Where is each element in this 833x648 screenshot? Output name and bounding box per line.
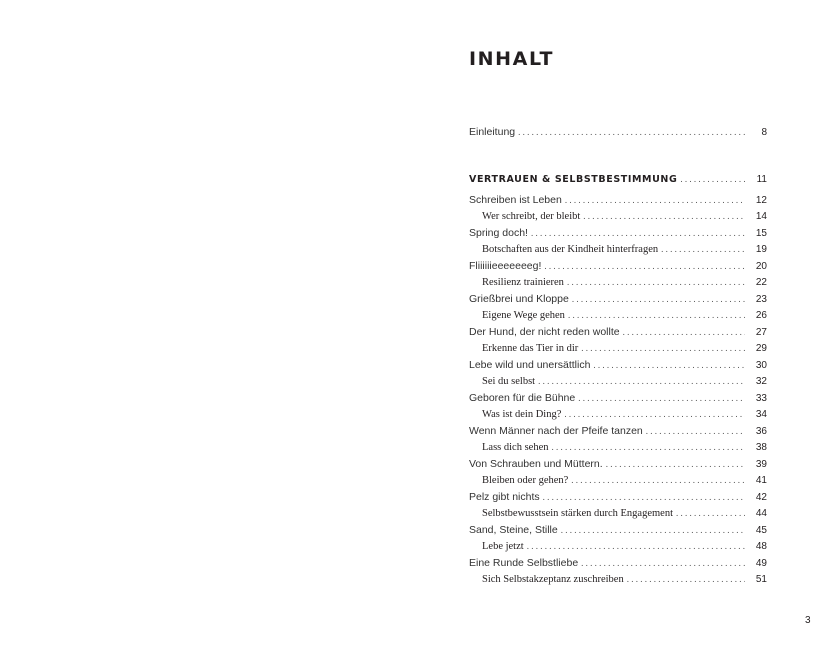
toc-leader-dots <box>538 373 745 389</box>
toc-subentry <box>469 571 767 587</box>
toc-entry-label: Einleitung <box>469 126 516 138</box>
toc-leader-dots <box>572 291 745 307</box>
toc-subentry <box>469 208 767 224</box>
toc-entry <box>469 456 767 472</box>
toc-leader-dots <box>561 522 745 538</box>
toc-page-number: 11 <box>756 174 767 185</box>
toc-page-number: 42 <box>755 491 767 503</box>
toc-entry <box>469 324 767 340</box>
toc-entry <box>469 192 767 208</box>
toc-page-number: 30 <box>755 359 767 371</box>
toc-entry-label: Schreiben ist Leben <box>469 193 562 206</box>
toc-page-number: 32 <box>755 376 767 387</box>
toc-page-number: 36 <box>755 425 767 437</box>
toc-leader-dots <box>564 406 745 422</box>
toc-leader-dots <box>567 274 745 290</box>
toc-leader-dots <box>593 357 745 373</box>
toc-entry <box>469 390 767 406</box>
toc-entry-label: Lebe jetzt <box>482 541 524 552</box>
toc-page-number: 44 <box>755 508 767 519</box>
toc-leader-dots <box>527 538 745 554</box>
toc-subentry <box>469 307 767 323</box>
toc-entry-label: Von Schrauben und Müttern. <box>469 457 603 470</box>
toc-entry-label: Grießbrei und Kloppe <box>469 292 569 305</box>
toc-entry-label: Sand, Steine, Stille <box>469 523 558 536</box>
toc-leader-dots <box>578 390 745 406</box>
toc-entry <box>469 225 767 241</box>
toc-page-number: 41 <box>755 475 767 486</box>
toc-page-number: 34 <box>755 409 767 420</box>
toc-entry <box>469 489 767 505</box>
toc-subentry <box>469 274 767 290</box>
toc-entry-label: Eine Runde Selbstliebe <box>469 556 579 569</box>
toc-entry-intro <box>469 124 767 140</box>
toc-leader-dots <box>531 225 745 241</box>
toc-entry-label: Was ist dein Ding? <box>482 409 562 420</box>
toc-subentry <box>469 538 767 554</box>
toc-page-number: 39 <box>755 458 767 470</box>
toc-page-number: 48 <box>755 541 767 552</box>
toc-page-number: 26 <box>755 310 767 321</box>
toc-entry-label: Sich Selbstakzeptanz zuschreiben <box>482 574 624 585</box>
toc-subentry <box>469 373 767 389</box>
toc-page-number: 23 <box>755 293 767 305</box>
toc-leader-dots <box>661 241 745 257</box>
toc-entry <box>469 258 767 274</box>
toc-leader-dots <box>680 171 745 187</box>
toc-page-number: 12 <box>755 194 767 206</box>
toc-page-number: 22 <box>755 277 767 288</box>
toc-page-number: 15 <box>755 227 767 239</box>
toc-page-number: 45 <box>755 524 767 536</box>
toc-entry-label: Botschaften aus der Kindheit hinterfragen <box>482 244 659 255</box>
toc-section-label: VERTRAUEN & SELBSTBESTIMMUNG <box>469 174 678 185</box>
toc-entry-label: Sei du selbst <box>482 376 536 387</box>
toc-page-number: 38 <box>755 442 767 453</box>
toc-entry <box>469 522 767 538</box>
toc-page-number: 8 <box>761 127 767 138</box>
toc-entry-label: Eigene Wege gehen <box>482 310 565 321</box>
toc-entry <box>469 555 767 571</box>
toc-leader-dots <box>565 192 745 208</box>
toc-page-number: 27 <box>755 326 767 338</box>
toc-entry-label: Erkenne das Tier in dir <box>482 343 579 354</box>
toc-entry-label: Selbstbewusstsein stärken durch Engagement <box>482 508 673 519</box>
toc-subentry <box>469 439 767 455</box>
toc-entry-label: Geboren für die Bühne <box>469 391 576 404</box>
toc-page-number: 33 <box>755 392 767 404</box>
toc-entry-label: Fliiiiiieeeeeeeg! <box>469 259 542 272</box>
toc-entry <box>469 423 767 439</box>
toc-leader-dots <box>606 456 745 472</box>
toc-leader-dots <box>583 208 745 224</box>
toc-subentry <box>469 472 767 488</box>
toc-subentry <box>469 406 767 422</box>
toc-page-number: 19 <box>755 244 767 255</box>
toc-subentry <box>469 241 767 257</box>
toc-page-number: 14 <box>755 211 767 222</box>
toc-entry-label: Lass dich sehen <box>482 442 549 453</box>
toc-entry-label: Bleiben oder gehen? <box>482 475 569 486</box>
toc-page-number: 49 <box>755 557 767 569</box>
toc-leader-dots <box>646 423 745 439</box>
toc-subentry <box>469 340 767 356</box>
toc-section-heading <box>469 171 767 187</box>
toc-entry-label: Wer schreibt, der bleibt <box>482 211 581 222</box>
page-title: INHALT <box>469 48 555 70</box>
toc-leader-dots <box>627 571 745 587</box>
toc-entry-label: Resilienz trainieren <box>482 277 564 288</box>
toc-page-number: 20 <box>755 260 767 272</box>
toc-entry <box>469 357 767 373</box>
toc-leader-dots <box>581 555 745 571</box>
toc-leader-dots <box>543 489 745 505</box>
toc-entry-label: Pelz gibt nichts <box>469 490 540 503</box>
toc-entry-label: Der Hund, der nicht reden wollte <box>469 325 620 338</box>
toc-page-number: 51 <box>755 574 767 585</box>
toc-leader-dots <box>568 307 745 323</box>
toc-leader-dots <box>676 505 745 521</box>
toc-leader-dots <box>544 258 745 274</box>
toc-leader-dots <box>551 439 745 455</box>
toc-entry-label: Wenn Männer nach der Pfeife tanzen <box>469 424 643 437</box>
toc-leader-dots <box>623 324 745 340</box>
toc-leader-dots <box>581 340 745 356</box>
toc-leader-dots <box>518 124 745 140</box>
page-number: 3 <box>805 615 811 626</box>
toc-entry <box>469 291 767 307</box>
toc-entry-label: Spring doch! <box>469 226 528 239</box>
toc-leader-dots <box>571 472 745 488</box>
toc-subentry <box>469 505 767 521</box>
toc-entry-label: Lebe wild und unersättlich <box>469 358 591 371</box>
toc-page-number: 29 <box>755 343 767 354</box>
